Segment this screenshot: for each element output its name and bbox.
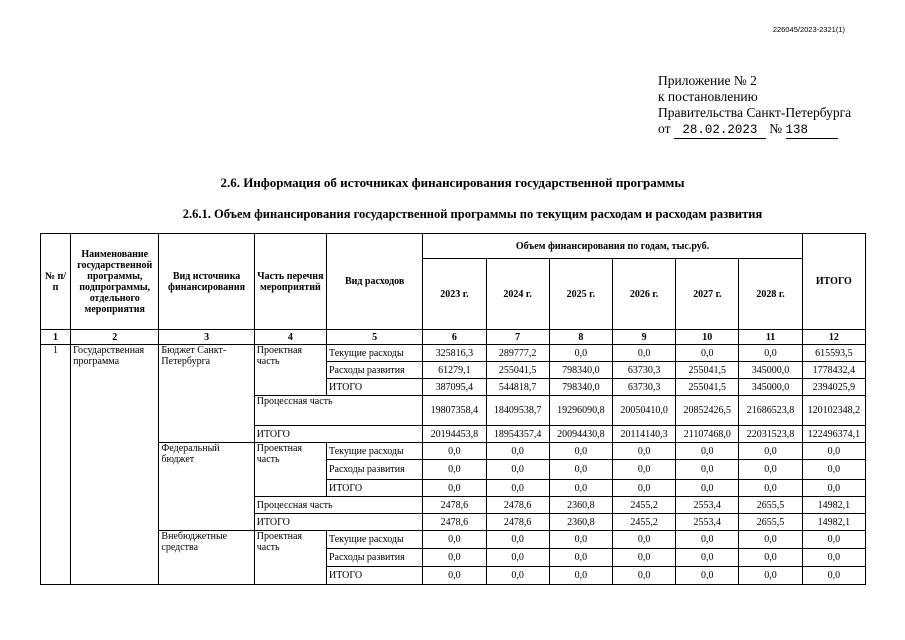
- table-row: [41, 443, 866, 460]
- header-year: 2024 г.: [486, 259, 549, 330]
- total-label: ИТОГО: [254, 426, 423, 443]
- total-cell: 615593,5: [802, 345, 865, 362]
- appendix-line-3: Правительства Санкт-Петербурга: [658, 105, 852, 120]
- value-cell: 289777,2: [486, 345, 549, 362]
- total-cell: 122496374,1: [802, 426, 865, 443]
- program-name: Государственная программа: [71, 345, 159, 585]
- value-cell: 2455,2: [612, 497, 675, 514]
- value-cell: 19807358,4: [423, 396, 486, 426]
- value-cell: 2655,5: [739, 514, 802, 531]
- part-label: Проектная часть: [254, 345, 326, 396]
- value-cell: 63730,3: [612, 362, 675, 379]
- header-year: 2023 г.: [423, 259, 486, 330]
- value-cell: 345000,0: [739, 379, 802, 396]
- value-cell: 0,0: [676, 531, 739, 549]
- value-cell: 387095,4: [423, 379, 486, 396]
- value-cell: 2553,4: [676, 497, 739, 514]
- total-cell: 0,0: [802, 531, 865, 549]
- subsection-title: 2.6.1. Объем финансирования государственной программы по текущим расходам и расходам развития: [182, 207, 763, 221]
- value-cell: 0,0: [423, 531, 486, 549]
- table-row: [41, 531, 866, 549]
- financing-table: [40, 233, 866, 585]
- header-total: ИТОГО: [802, 234, 865, 330]
- col-number: 9: [612, 330, 675, 345]
- expense-label: ИТОГО: [326, 379, 422, 396]
- total-cell: 120102348,2: [802, 396, 865, 426]
- value-cell: 798340,0: [549, 379, 612, 396]
- value-cell: 0,0: [549, 567, 612, 585]
- part-label: Проектная часть: [254, 443, 326, 497]
- col-number: 8: [549, 330, 612, 345]
- source-label: Внебюджетные средства: [159, 531, 254, 585]
- document-id: 226045/2023-2321(1): [772, 25, 845, 34]
- value-cell: 2655,5: [739, 497, 802, 514]
- value-cell: 0,0: [423, 567, 486, 585]
- value-cell: 0,0: [549, 480, 612, 497]
- total-cell: 0,0: [802, 480, 865, 497]
- value-cell: 19296090,8: [549, 396, 612, 426]
- source-label: Бюджет Санкт-Петербурга: [159, 345, 254, 443]
- total-cell: 0,0: [802, 443, 865, 460]
- part-label: Проектная часть: [254, 531, 326, 585]
- value-cell: 0,0: [612, 443, 675, 460]
- value-cell: 0,0: [612, 549, 675, 567]
- appendix-line-1: Приложение № 2: [658, 73, 757, 88]
- value-cell: 255041,5: [676, 362, 739, 379]
- resolution-number: 138: [786, 122, 838, 139]
- header-year: 2027 г.: [676, 259, 739, 330]
- value-cell: 798340,0: [549, 362, 612, 379]
- value-cell: 18954357,4: [486, 426, 549, 443]
- expense-label: Расходы развития: [326, 362, 422, 379]
- col-number: 3: [159, 330, 254, 345]
- number-label: №: [769, 121, 783, 136]
- value-cell: 0,0: [486, 531, 549, 549]
- process-label: Процессная часть: [254, 396, 423, 426]
- value-cell: 0,0: [739, 567, 802, 585]
- value-cell: 0,0: [486, 460, 549, 480]
- value-cell: 0,0: [549, 345, 612, 362]
- total-cell: 0,0: [802, 567, 865, 585]
- expense-label: ИТОГО: [326, 480, 422, 497]
- column-number-row: [41, 330, 866, 345]
- header-expense-type: Вид расходов: [326, 234, 422, 330]
- value-cell: 20194453,8: [423, 426, 486, 443]
- expense-label: ИТОГО: [326, 567, 422, 585]
- col-number: 12: [802, 330, 865, 345]
- value-cell: 0,0: [739, 480, 802, 497]
- header-source: Вид источника финансирования: [159, 234, 254, 330]
- appendix-block: [658, 73, 851, 139]
- value-cell: 20094430,8: [549, 426, 612, 443]
- value-cell: 0,0: [423, 460, 486, 480]
- header-part: Часть перечня мероприятий: [254, 234, 326, 330]
- value-cell: 0,0: [612, 345, 675, 362]
- value-cell: 0,0: [549, 531, 612, 549]
- value-cell: 0,0: [423, 443, 486, 460]
- value-cell: 21107468,0: [676, 426, 739, 443]
- value-cell: 0,0: [676, 567, 739, 585]
- expense-label: Текущие расходы: [326, 443, 422, 460]
- value-cell: 18409538,7: [486, 396, 549, 426]
- header-year: 2028 г.: [739, 259, 802, 330]
- expense-label: Текущие расходы: [326, 531, 422, 549]
- value-cell: 0,0: [676, 549, 739, 567]
- value-cell: 0,0: [423, 549, 486, 567]
- value-cell: 0,0: [612, 531, 675, 549]
- value-cell: 0,0: [549, 460, 612, 480]
- value-cell: 0,0: [486, 549, 549, 567]
- total-cell: 2394025,9: [802, 379, 865, 396]
- program-number: 1: [41, 345, 71, 585]
- value-cell: 2478,6: [486, 497, 549, 514]
- value-cell: 544818,7: [486, 379, 549, 396]
- value-cell: 2478,6: [423, 514, 486, 531]
- header-year: 2026 г.: [612, 259, 675, 330]
- section-title: 2.6. Информация об источниках финансирования государственной программы: [220, 175, 685, 190]
- col-number: 5: [326, 330, 422, 345]
- value-cell: 0,0: [486, 480, 549, 497]
- value-cell: 0,0: [486, 567, 549, 585]
- expense-label: Расходы развития: [326, 549, 422, 567]
- value-cell: 2478,6: [486, 514, 549, 531]
- col-number: 1: [41, 330, 71, 345]
- total-cell: 1778432,4: [802, 362, 865, 379]
- header-year: 2025 г.: [549, 259, 612, 330]
- value-cell: 21686523,8: [739, 396, 802, 426]
- total-cell: 0,0: [802, 460, 865, 480]
- col-number: 10: [676, 330, 739, 345]
- value-cell: 0,0: [676, 443, 739, 460]
- value-cell: 2553,4: [676, 514, 739, 531]
- value-cell: 0,0: [423, 480, 486, 497]
- value-cell: 325816,3: [423, 345, 486, 362]
- value-cell: 20050410,0: [612, 396, 675, 426]
- total-label: ИТОГО: [254, 514, 423, 531]
- value-cell: 0,0: [549, 443, 612, 460]
- expense-label: Текущие расходы: [326, 345, 422, 362]
- value-cell: 0,0: [739, 460, 802, 480]
- value-cell: 2455,2: [612, 514, 675, 531]
- value-cell: 0,0: [676, 460, 739, 480]
- value-cell: 0,0: [739, 443, 802, 460]
- appendix-line-2: к постановлению: [658, 89, 758, 104]
- value-cell: 0,0: [739, 549, 802, 567]
- header-row-1: [41, 234, 866, 259]
- value-cell: 0,0: [612, 480, 675, 497]
- table-row: [41, 345, 866, 362]
- value-cell: 345000,0: [739, 362, 802, 379]
- appendix-date-line: [658, 121, 851, 139]
- col-number: 6: [423, 330, 486, 345]
- expense-label: Расходы развития: [326, 460, 422, 480]
- col-number: 7: [486, 330, 549, 345]
- col-number: 11: [739, 330, 802, 345]
- value-cell: 0,0: [486, 443, 549, 460]
- total-cell: 14982,1: [802, 497, 865, 514]
- value-cell: 0,0: [676, 480, 739, 497]
- process-label: Процессная часть: [254, 497, 423, 514]
- value-cell: 2360,8: [549, 514, 612, 531]
- value-cell: 22031523,8: [739, 426, 802, 443]
- value-cell: 255041,5: [676, 379, 739, 396]
- source-label: Федеральный бюджет: [159, 443, 254, 531]
- value-cell: 0,0: [739, 531, 802, 549]
- value-cell: 0,0: [739, 345, 802, 362]
- value-cell: 255041,5: [486, 362, 549, 379]
- value-cell: 0,0: [612, 567, 675, 585]
- value-cell: 61279,1: [423, 362, 486, 379]
- value-cell: 2360,8: [549, 497, 612, 514]
- value-cell: 20852426,5: [676, 396, 739, 426]
- total-cell: 0,0: [802, 549, 865, 567]
- value-cell: 63730,3: [612, 379, 675, 396]
- total-cell: 14982,1: [802, 514, 865, 531]
- from-label: от: [658, 121, 671, 136]
- col-number: 4: [254, 330, 326, 345]
- header-name: Наименование государственной программы, подпрограммы, отдельного мероприятия: [71, 234, 159, 330]
- value-cell: 20114140,3: [612, 426, 675, 443]
- header-num: № п/п: [41, 234, 71, 330]
- value-cell: 0,0: [549, 549, 612, 567]
- resolution-date: 28.02.2023: [674, 122, 766, 139]
- value-cell: 2478,6: [423, 497, 486, 514]
- header-volume: Объем финансирования по годам, тыс.руб.: [423, 234, 802, 259]
- value-cell: 0,0: [612, 460, 675, 480]
- value-cell: 0,0: [676, 345, 739, 362]
- col-number: 2: [71, 330, 159, 345]
